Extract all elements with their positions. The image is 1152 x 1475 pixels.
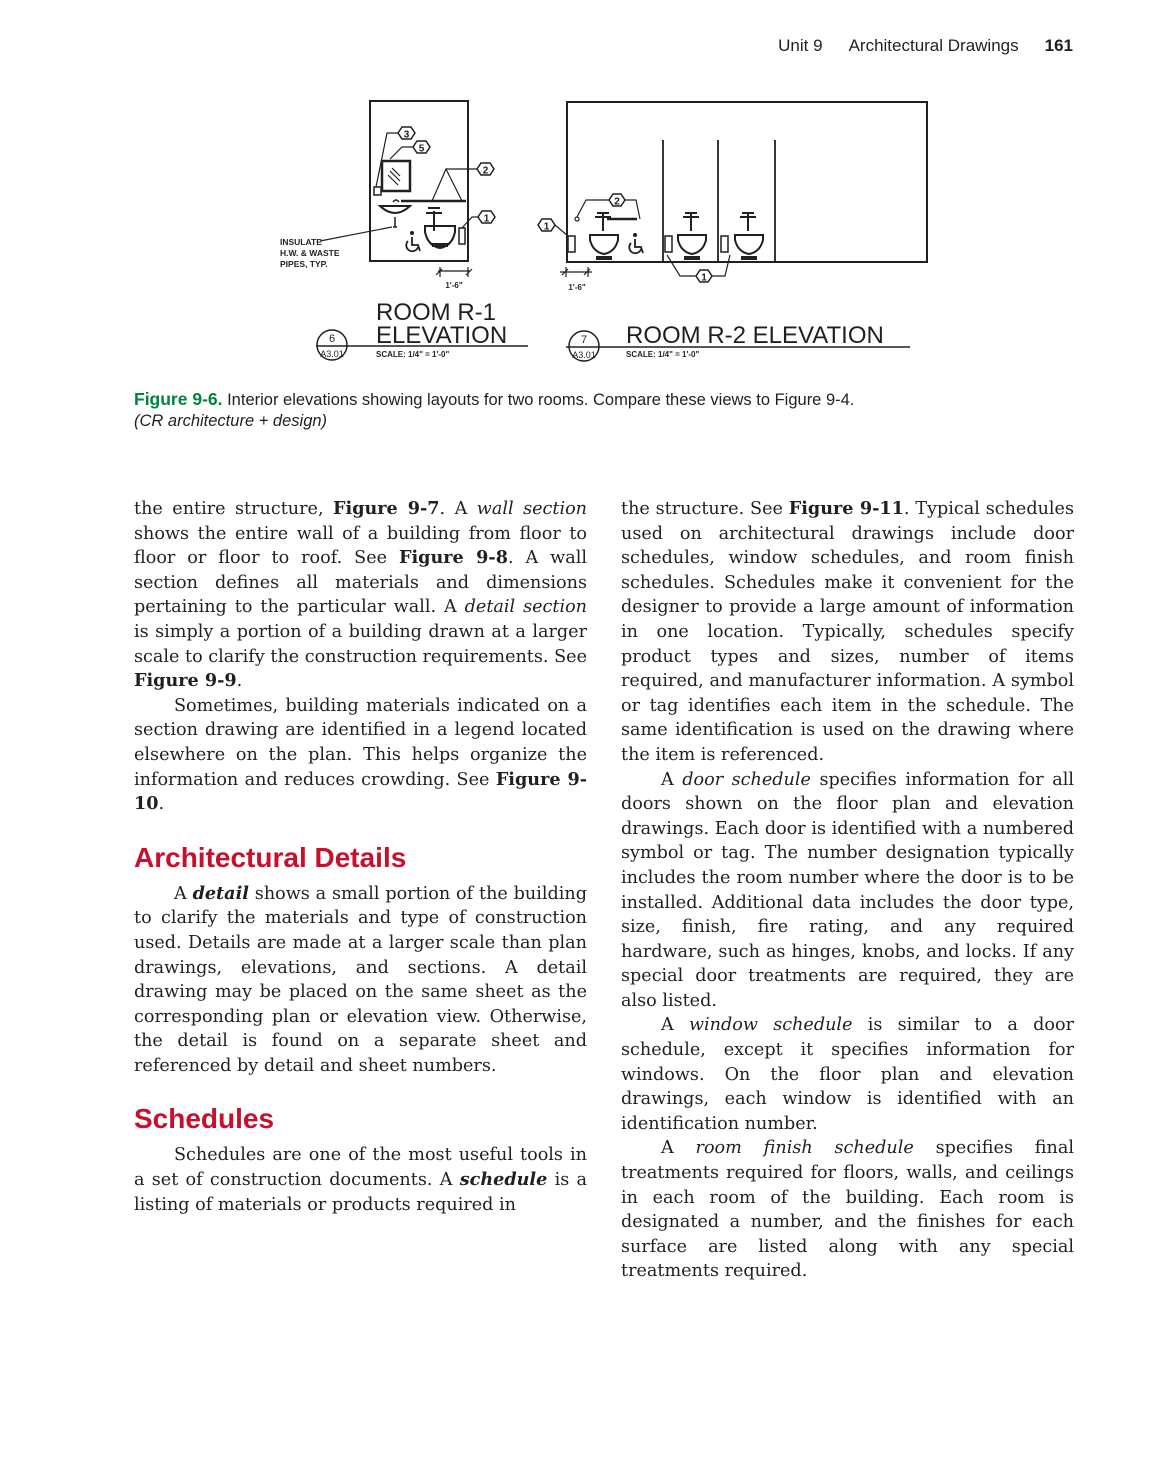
term: door schedule	[682, 769, 811, 790]
caption-credit: (CR architecture + design)	[134, 412, 328, 430]
paragraph: A room finish schedule specifies final treatments required for floors, walls, and ceilings in each room of the building. Each room is designated a number, and the finishes for each surface are listed along with any special treatments required.	[621, 1138, 1074, 1282]
svg-text:6: 6	[328, 333, 336, 345]
running-head-title: Architectural Drawings	[848, 36, 1019, 55]
room-r1-title-line2: ELEVATION	[376, 322, 508, 349]
mirror-icon	[382, 161, 410, 191]
dimension-line	[436, 267, 472, 277]
room-r2-dimension: 1'-6"	[568, 283, 586, 292]
figure-reference[interactable]: Figure 9-8	[398, 547, 508, 569]
term: schedule	[459, 1169, 548, 1191]
svg-text:A3.01: A3.01	[320, 349, 344, 359]
caption-text: Interior elevations showing layouts for two rooms. Compare these views to Figure 9-4.	[227, 391, 855, 409]
section-heading-architectural-details: Architectural Details	[134, 841, 407, 873]
tag-1	[696, 270, 712, 284]
mirror-hatch	[388, 168, 400, 185]
sink-icon	[380, 206, 410, 213]
svg-text:5: 5	[418, 143, 425, 155]
tp-dispenser-icon	[665, 236, 672, 252]
term: detail	[192, 882, 249, 904]
section-heading-schedules: Schedules	[134, 1103, 275, 1135]
figure-caption	[134, 389, 1034, 432]
figure-reference[interactable]: Figure 9-9	[134, 670, 237, 692]
svg-text:1: 1	[701, 272, 707, 284]
tag-3	[398, 127, 415, 141]
right-column	[621, 497, 1074, 1284]
dimension-line	[560, 267, 592, 277]
svg-text:1: 1	[543, 221, 550, 233]
room-r1-elevation	[280, 101, 528, 360]
svg-text:3: 3	[403, 129, 410, 141]
accessibility-icon	[406, 231, 420, 251]
term: wall section	[476, 499, 587, 519]
figure-9-6-elevations	[270, 95, 950, 365]
room-r1-scale: SCALE: 1/4" = 1'-0"	[376, 350, 450, 359]
running-head-unit: Unit 9	[778, 36, 823, 55]
term: detail section	[464, 597, 587, 618]
room-r2-elevation	[538, 102, 927, 361]
note-line-1: INSULATE	[280, 237, 322, 247]
paragraph: Schedules are one of the most useful tools in a set of construction documents. A schedule is a listing of materials or products required in	[134, 1145, 587, 1215]
figure-reference[interactable]: Figure 9-10	[134, 768, 587, 815]
detail-bubble-7	[569, 331, 599, 361]
toilet-icon	[678, 213, 706, 260]
tag-2	[609, 194, 625, 208]
figure-reference[interactable]: Figure 9-7	[333, 498, 440, 519]
room-r2-outline	[567, 102, 927, 262]
note-line-2: H.W. & WASTE	[280, 248, 340, 258]
tp-dispenser-icon	[459, 228, 465, 244]
room-r2-title: ROOM R-2 ELEVATION	[626, 322, 884, 349]
svg-text:A3.01: A3.01	[572, 350, 596, 360]
paragraph: A door schedule specifies information for all doors shown on the floor plan and elevation drawings. Each door is identified with a numbered symbol or tag. The number designation typically includes the room number where the door is to be installed. Additional data includes the door type, size, finish, fire rating, and any required hardware, such as hinges, knobs, and locks. If any special door treatments are required, they are also listed.	[621, 769, 1074, 1011]
note-line-3: PIPES, TYP.	[280, 259, 328, 269]
term: room finish schedule	[695, 1138, 914, 1159]
tag-1	[538, 219, 555, 233]
paragraph: the structure. See Figure 9-11. Typical schedules used on architectural drawings include door schedules, window schedules, and room finish schedules. Schedules make it convenient for the designer to provide a large amount of information in one location. Typically, schedules specify product types and sizes, number of items required, and manufacturer information. A symbol or tag identifies each item in the schedule. The same identification is used on the drawing where the item is referenced.	[621, 498, 1074, 765]
figure-label: Figure 9-6.	[134, 389, 223, 409]
svg-text:7: 7	[580, 334, 588, 346]
svg-text:2: 2	[482, 165, 489, 177]
paragraph: Sometimes, building materials indicated on a section drawing are identified in a legend located elsewhere on the plan. This helps organize the information and reduces crowding. See Figure 9-10.	[134, 695, 587, 815]
tag-5	[413, 141, 430, 155]
toilet-icon	[735, 213, 763, 260]
accessibility-icon	[629, 233, 643, 253]
running-head	[778, 36, 1073, 56]
page-number: 161	[1044, 36, 1073, 55]
term: window schedule	[688, 1015, 853, 1036]
paragraph: A detail shows a small portion of the building to clarify the materials and type of construction used. Details are made at a larger scale than plan drawings, elevations, and sections. A detail drawing may be placed on the same sheet as the corresponding plan or elevation view. Otherwise, the detail is found on a separate sheet and referenced by detail and sheet numbers.	[134, 882, 587, 1076]
tag-2	[477, 163, 494, 177]
svg-text:1: 1	[483, 213, 490, 225]
dispenser-icon	[374, 187, 381, 195]
tag-1	[478, 211, 495, 225]
tp-dispenser-icon	[721, 236, 728, 252]
room-r2-scale: SCALE: 1/4" = 1'-0"	[626, 350, 700, 359]
paragraph: A window schedule is similar to a door schedule, except it specifies information for windows. On the floor plan and elevation drawings, each window is identified with an identification number.	[621, 1015, 1074, 1134]
detail-bubble-6	[317, 330, 347, 360]
room-r1-dimension: 1'-6"	[445, 281, 463, 290]
paragraph: the entire structure, Figure 9-7. A wall section shows the entire wall of a building from floor to floor or floor to roof. See Figure 9-8. A wall section defines all materials and dimensions pertaining to the particular wall. A detail section is simply a portion of a building drawn at a larger scale to clarify the construction requirements. See Figure 9-9.	[134, 498, 587, 692]
room-r1-title-line1: ROOM R-1	[376, 299, 496, 326]
left-column	[134, 497, 587, 1217]
elevation-drawing	[270, 95, 950, 365]
tp-dispenser-icon	[568, 236, 575, 252]
toilet-icon	[425, 208, 455, 248]
svg-text:2: 2	[614, 196, 620, 208]
figure-reference[interactable]: Figure 9-11	[788, 498, 904, 519]
